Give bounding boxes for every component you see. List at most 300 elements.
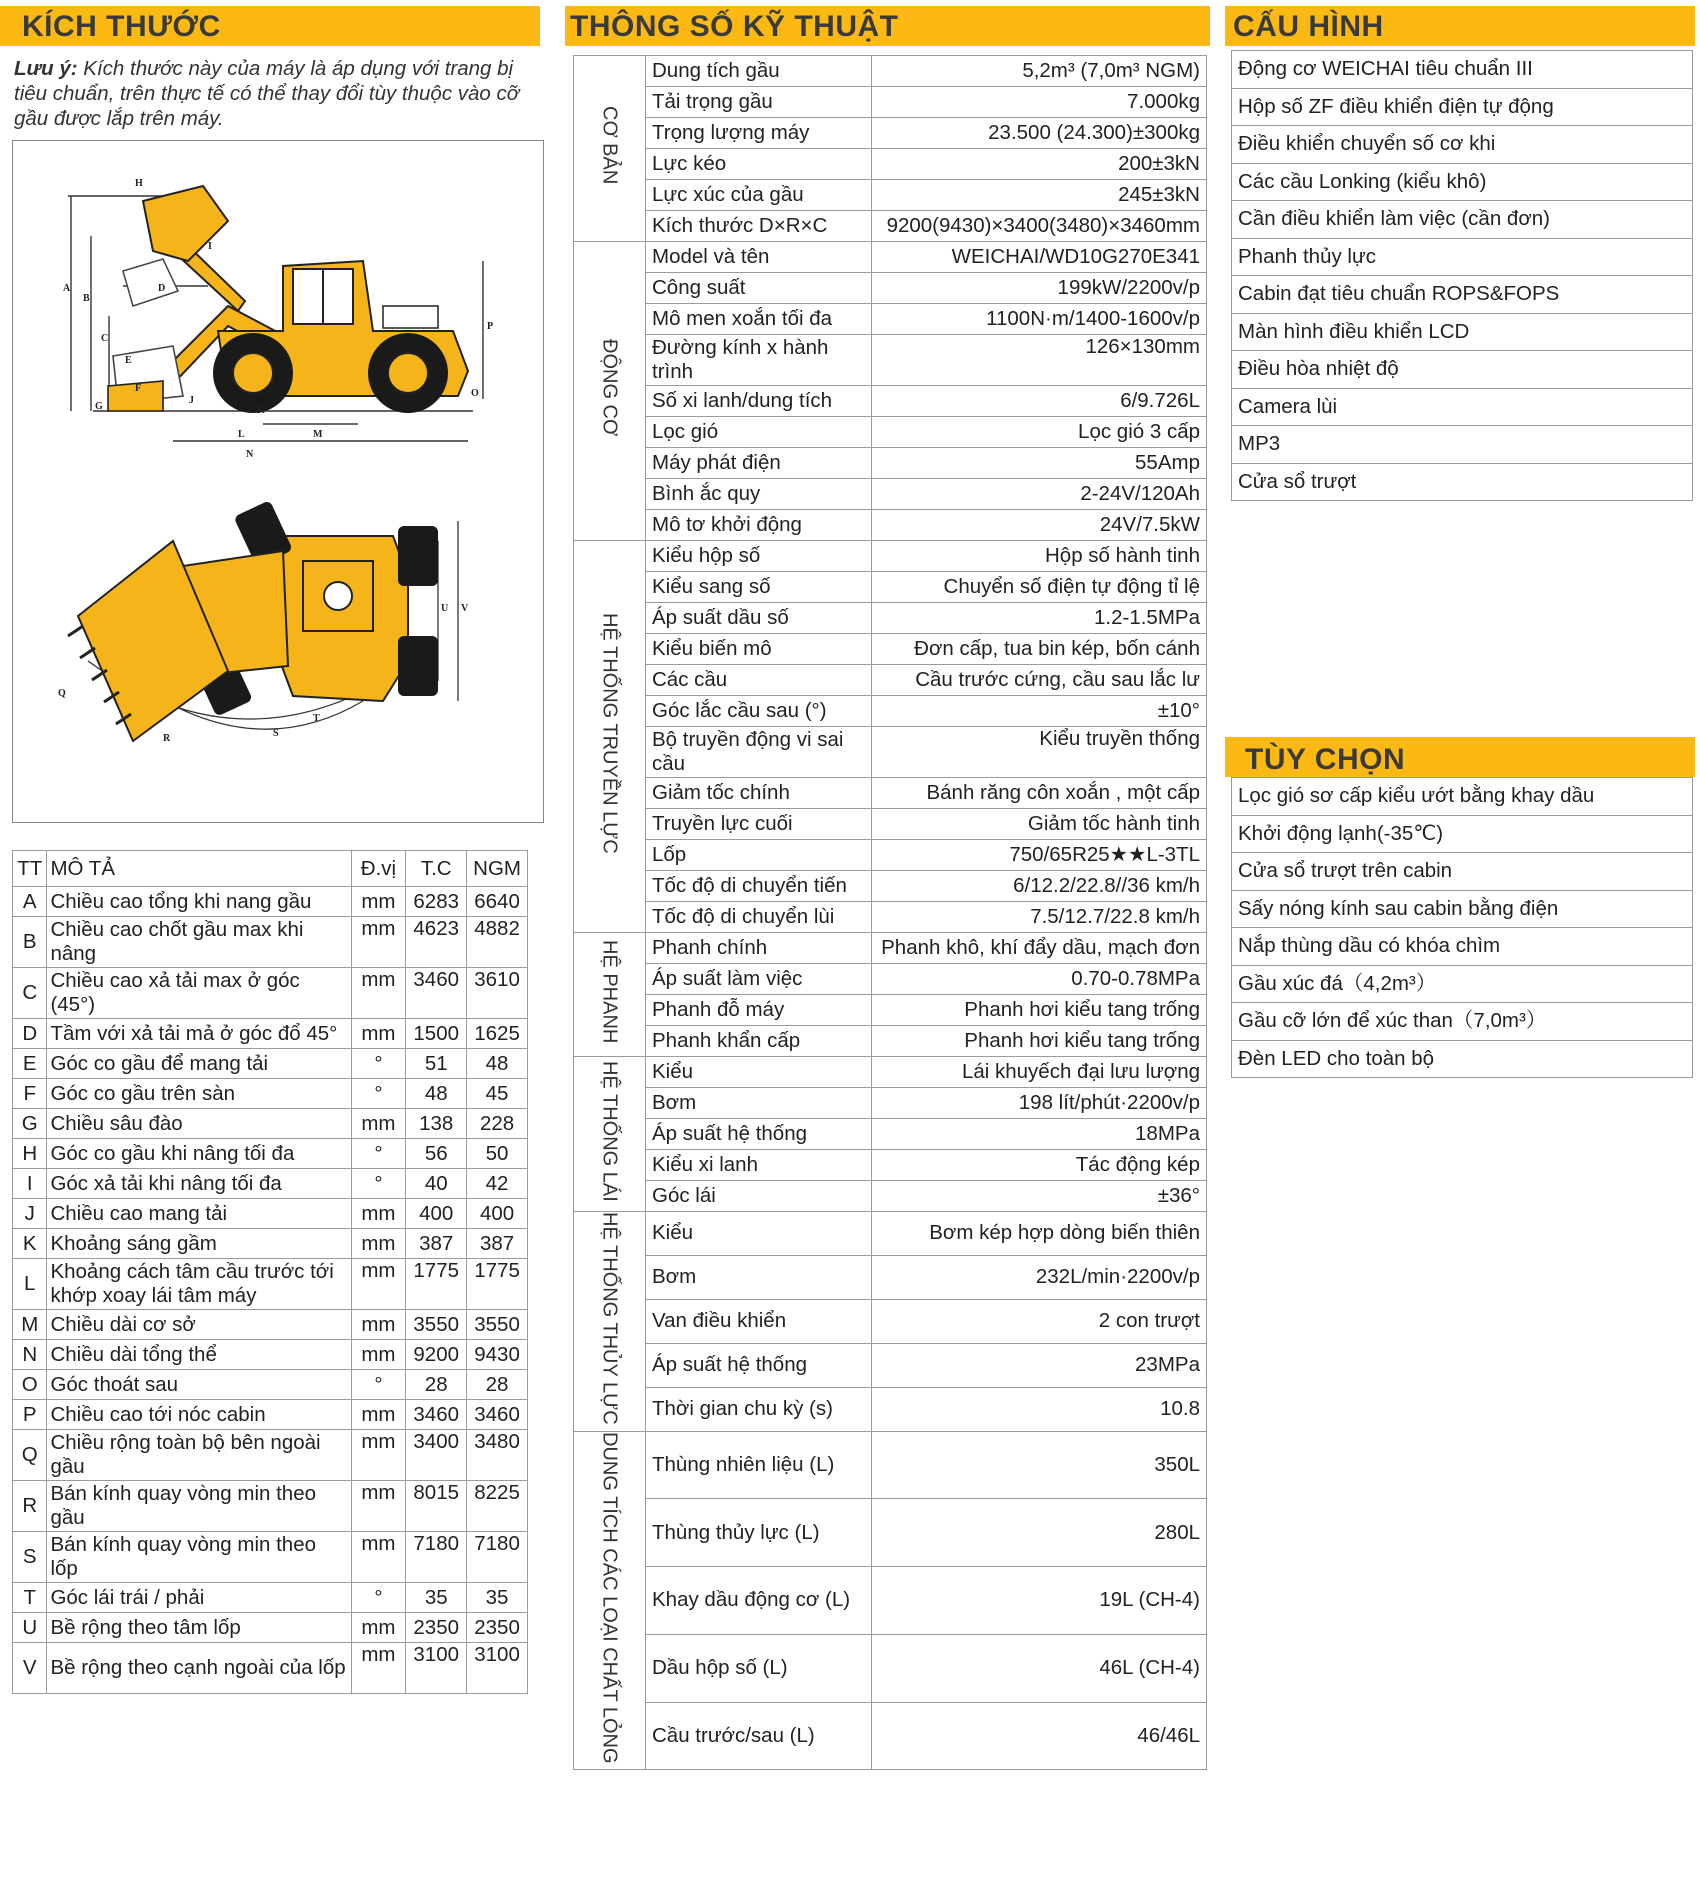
option-item: Lọc gió sơ cấp kiểu ướt bằng khay dầu <box>1232 778 1693 816</box>
dimension-cell-tc: 6283 <box>406 887 467 917</box>
dimension-cell-ngm: 7180 <box>467 1532 528 1583</box>
dim-letter-c: C <box>101 333 109 344</box>
dimension-cell-desc: Tầm với xả tải mả ở góc đổ 45° <box>47 1019 351 1049</box>
dimension-cell-tt: D <box>13 1019 47 1049</box>
spec-value: 350L <box>872 1431 1207 1499</box>
dimension-row <box>13 1643 528 1694</box>
dimension-cell-ngm: 50 <box>467 1139 528 1169</box>
spec-row <box>574 1702 1207 1770</box>
spec-value: Lọc gió 3 cấp <box>872 417 1207 448</box>
dimension-cell-unit: mm <box>351 1340 406 1370</box>
spec-label: Dầu hộp số (L) <box>646 1634 872 1702</box>
dimension-cell-desc: Chiều cao mang tải <box>47 1199 351 1229</box>
config-row <box>1232 276 1693 314</box>
spec-row <box>574 995 1207 1026</box>
dimension-cell-unit: mm <box>351 1481 406 1532</box>
spec-label: Trọng lượng máy <box>646 118 872 149</box>
config-item: Cabin đạt tiêu chuẩn ROPS&FOPS <box>1232 276 1693 314</box>
spec-label: Van điều khiển <box>646 1299 872 1343</box>
spec-label: Phanh chính <box>646 933 872 964</box>
dimension-row <box>13 1370 528 1400</box>
dimension-cell-tt: F <box>13 1079 47 1109</box>
col-header-unit: Đ.vị <box>351 851 406 887</box>
col-header-tc: T.C <box>406 851 467 887</box>
dim-letter-m: M <box>313 429 323 440</box>
spec-label: Lọc gió <box>646 417 872 448</box>
option-item: Khởi động lạnh(-35℃) <box>1232 815 1693 853</box>
spec-label: Máy phát điện <box>646 448 872 479</box>
config-item: Màn hình điều khiển LCD <box>1232 313 1693 351</box>
spec-label: Kích thước D×R×C <box>646 211 872 242</box>
config-table-body <box>1232 51 1693 501</box>
dimension-row <box>13 1229 528 1259</box>
config-row <box>1232 238 1693 276</box>
spec-value: ±36° <box>872 1181 1207 1212</box>
spec-row <box>574 1150 1207 1181</box>
dimension-cell-ngm: 42 <box>467 1169 528 1199</box>
dimension-cell-unit: ° <box>351 1169 406 1199</box>
config-row <box>1232 351 1693 389</box>
note-text: Kích thước này của máy là áp dụng với trang bị tiêu chuẩn, trên thực tế có thể thay đổi tùy thuộc vào cỡ gầu được lắp trên máy. <box>14 57 520 130</box>
dimension-cell-unit: ° <box>351 1370 406 1400</box>
dim-letter-s: S <box>273 728 279 739</box>
dimension-cell-desc: Chiều cao chốt gầu max khi nâng <box>47 917 351 968</box>
spec-row <box>574 180 1207 211</box>
spec-row <box>574 1088 1207 1119</box>
dimension-cell-desc: Khoảng sáng gầm <box>47 1229 351 1259</box>
dim-letter-p: P <box>487 321 494 332</box>
spec-group-label <box>574 56 646 242</box>
spec-value: 9200(9430)×3400(3480)×3460mm <box>872 211 1207 242</box>
dimension-cell-tt: E <box>13 1049 47 1079</box>
dim-letter-k: K <box>257 405 265 416</box>
dimension-cell-desc: Góc co gầu để mang tải <box>47 1049 351 1079</box>
spec-group-name: HỆ PHANH <box>598 939 621 1044</box>
spec-group-name: HỆ THỐNG THỦY LỰC <box>598 1212 621 1425</box>
spec-value: Giảm tốc hành tinh <box>872 809 1207 840</box>
dim-letter-b: B <box>83 293 90 304</box>
spec-label: Tốc độ di chuyển tiến <box>646 871 872 902</box>
dimensions-heading: KÍCH THƯỚC <box>22 10 221 43</box>
config-table <box>1231 50 1693 501</box>
dimension-row <box>13 1430 528 1481</box>
dimension-cell-unit: mm <box>351 1532 406 1583</box>
spec-row <box>574 809 1207 840</box>
spec-row <box>574 1255 1207 1299</box>
dimension-cell-tc: 3460 <box>406 968 467 1019</box>
spec-value: Chuyển số điện tự động tỉ lệ <box>872 572 1207 603</box>
dimension-row <box>13 1481 528 1532</box>
dimension-cell-unit: mm <box>351 1259 406 1310</box>
option-row <box>1232 890 1693 928</box>
dim-letter-q: Q <box>58 688 66 699</box>
dimension-cell-tt: V <box>13 1643 47 1694</box>
spec-row <box>574 1299 1207 1343</box>
spec-group-label <box>574 1212 646 1432</box>
spec-value: ±10° <box>872 696 1207 727</box>
dimension-row <box>13 1019 528 1049</box>
dimension-cell-tc: 2350 <box>406 1613 467 1643</box>
dimension-cell-desc: Chiều cao tới nóc cabin <box>47 1400 351 1430</box>
config-row <box>1232 388 1693 426</box>
dim-letter-v: V <box>461 603 469 614</box>
dimension-cell-desc: Góc xả tải khi nâng tối đa <box>47 1169 351 1199</box>
dimension-cell-ngm: 8225 <box>467 1481 528 1532</box>
spec-value: Lái khuyếch đại lưu lượng <box>872 1057 1207 1088</box>
spec-row <box>574 572 1207 603</box>
dimension-table-body <box>13 851 528 1694</box>
spec-row <box>574 56 1207 87</box>
dimension-cell-tt: T <box>13 1583 47 1613</box>
option-row <box>1232 815 1693 853</box>
spec-row <box>574 510 1207 541</box>
dim-letter-j: J <box>189 395 194 406</box>
option-item: Sấy nóng kính sau cabin bằng điện <box>1232 890 1693 928</box>
dimension-cell-unit: mm <box>351 1310 406 1340</box>
spec-row <box>574 273 1207 304</box>
dimension-cell-unit: mm <box>351 1199 406 1229</box>
spec-value: Cầu trước cứng, cầu sau lắc lư <box>872 665 1207 696</box>
loader-diagram-box <box>12 140 544 823</box>
config-item: Động cơ WEICHAI tiêu chuẩn III <box>1232 51 1693 89</box>
spec-value: 280L <box>872 1499 1207 1567</box>
spec-value: Bơm kép hợp dòng biến thiên <box>872 1212 1207 1256</box>
spec-label: Mô tơ khởi động <box>646 510 872 541</box>
spec-label: Góc lắc cầu sau (°) <box>646 696 872 727</box>
dimension-row <box>13 1109 528 1139</box>
spec-value: 46L (CH-4) <box>872 1634 1207 1702</box>
dimension-cell-unit: ° <box>351 1139 406 1169</box>
dimension-cell-desc: Bề rộng theo cạnh ngoài của lốp <box>47 1643 351 1694</box>
dimension-cell-tc: 28 <box>406 1370 467 1400</box>
dimension-cell-ngm: 45 <box>467 1079 528 1109</box>
spec-value: 245±3kN <box>872 180 1207 211</box>
spec-row <box>574 149 1207 180</box>
spec-label: Góc lái <box>646 1181 872 1212</box>
dimension-cell-unit: ° <box>351 1049 406 1079</box>
dimension-cell-unit: mm <box>351 1613 406 1643</box>
dimension-cell-tt: H <box>13 1139 47 1169</box>
dimension-cell-desc: Góc co gầu khi nâng tối đa <box>47 1139 351 1169</box>
dimension-cell-unit: mm <box>351 1229 406 1259</box>
dimension-cell-tc: 3100 <box>406 1643 467 1694</box>
spec-row <box>574 933 1207 964</box>
spec-label: Kiểu sang số <box>646 572 872 603</box>
spec-group-name: HỆ THỐNG TRUYỀN LỰC <box>598 613 621 854</box>
config-row <box>1232 463 1693 501</box>
config-row <box>1232 126 1693 164</box>
spec-row <box>574 1343 1207 1387</box>
spec-value: 2-24V/120Ah <box>872 479 1207 510</box>
dimension-cell-tt: K <box>13 1229 47 1259</box>
spec-row <box>574 541 1207 572</box>
config-item: Camera lùi <box>1232 388 1693 426</box>
dimension-cell-tc: 3400 <box>406 1430 467 1481</box>
dimension-row <box>13 1400 528 1430</box>
spec-value: 1.2-1.5MPa <box>872 603 1207 634</box>
dimension-cell-tc: 7180 <box>406 1532 467 1583</box>
spec-value: 750/65R25★★L-3TL <box>872 840 1207 871</box>
dim-letter-r: R <box>163 733 171 744</box>
spec-label: Thùng nhiên liệu (L) <box>646 1431 872 1499</box>
spec-value: 19L (CH-4) <box>872 1567 1207 1635</box>
spec-value: Phanh hơi kiểu tang trống <box>872 1026 1207 1057</box>
dimension-cell-tt: N <box>13 1340 47 1370</box>
dimension-cell-ngm: 1625 <box>467 1019 528 1049</box>
dimension-cell-tt: J <box>13 1199 47 1229</box>
dimension-cell-desc: Góc co gầu trên sàn <box>47 1079 351 1109</box>
dimension-cell-desc: Bán kính quay vòng min theo gầu <box>47 1481 351 1532</box>
option-row <box>1232 1040 1693 1078</box>
config-item: Cần điều khiển làm việc (cần đơn) <box>1232 201 1693 239</box>
dimension-cell-tc: 1500 <box>406 1019 467 1049</box>
dimension-cell-desc: Bề rộng theo tâm lốp <box>47 1613 351 1643</box>
spec-label: Áp suất hệ thống <box>646 1119 872 1150</box>
spec-label: Bơm <box>646 1255 872 1299</box>
dimension-cell-ngm: 35 <box>467 1583 528 1613</box>
dimension-cell-desc: Bán kính quay vòng min theo lốp <box>47 1532 351 1583</box>
dimension-cell-tt: G <box>13 1109 47 1139</box>
config-row <box>1232 201 1693 239</box>
dimension-cell-ngm: 48 <box>467 1049 528 1079</box>
spec-label: Kiểu biến mô <box>646 634 872 665</box>
dimension-row <box>13 1199 528 1229</box>
spec-row <box>574 1634 1207 1702</box>
dimension-note <box>14 56 544 131</box>
spec-label: Mô men xoắn tối đa <box>646 304 872 335</box>
spec-value: Phanh hơi kiểu tang trống <box>872 995 1207 1026</box>
spec-row <box>574 1181 1207 1212</box>
spec-value: WEICHAI/WD10G270E341 <box>872 242 1207 273</box>
dimension-table <box>12 850 528 1694</box>
spec-group-label <box>574 933 646 1057</box>
dimension-cell-ngm: 3610 <box>467 968 528 1019</box>
col-header-desc: MÔ TẢ <box>47 851 351 887</box>
dimension-cell-desc: Góc thoát sau <box>47 1370 351 1400</box>
dimension-cell-ngm: 6640 <box>467 887 528 917</box>
option-item: Đèn LED cho toàn bộ <box>1232 1040 1693 1078</box>
dim-letter-h: H <box>135 178 143 189</box>
spec-label: Đường kính x hành trình <box>646 335 872 386</box>
spec-group-name: HỆ THỐNG LÁI <box>598 1060 621 1202</box>
spec-row <box>574 1499 1207 1567</box>
dimension-cell-ngm: 2350 <box>467 1613 528 1643</box>
spec-row <box>574 118 1207 149</box>
spec-value: 23MPa <box>872 1343 1207 1387</box>
dimension-cell-desc: Chiều cao xả tải max ở góc (45°) <box>47 968 351 1019</box>
dimension-cell-unit: mm <box>351 1109 406 1139</box>
option-row <box>1232 778 1693 816</box>
spec-group-label <box>574 541 646 933</box>
dimension-row <box>13 1583 528 1613</box>
spec-row <box>574 665 1207 696</box>
dimension-cell-ngm: 1775 <box>467 1259 528 1310</box>
dimension-row <box>13 1613 528 1643</box>
dimension-cell-unit: ° <box>351 1583 406 1613</box>
dimension-cell-tc: 387 <box>406 1229 467 1259</box>
dimension-cell-tc: 40 <box>406 1169 467 1199</box>
spec-row <box>574 902 1207 933</box>
spec-table-body <box>574 56 1207 1770</box>
dimension-row <box>13 887 528 917</box>
dimension-cell-ngm: 4882 <box>467 917 528 968</box>
config-row <box>1232 426 1693 464</box>
dimension-cell-tt: S <box>13 1532 47 1583</box>
dimension-cell-tc: 8015 <box>406 1481 467 1532</box>
spec-value: 55Amp <box>872 448 1207 479</box>
dimension-cell-tc: 35 <box>406 1583 467 1613</box>
spec-row <box>574 1431 1207 1499</box>
config-item: Điều khiển chuyển số cơ khi <box>1232 126 1693 164</box>
dimension-cell-ngm: 228 <box>467 1109 528 1139</box>
dim-letter-u: U <box>441 603 449 614</box>
dimension-cell-unit: mm <box>351 887 406 917</box>
spec-label: Các cầu <box>646 665 872 696</box>
dim-letter-t: T <box>313 713 320 724</box>
config-item: Điều hòa nhiệt độ <box>1232 351 1693 389</box>
dimension-row <box>13 1169 528 1199</box>
dimension-row <box>13 917 528 968</box>
dimension-cell-tc: 3460 <box>406 1400 467 1430</box>
spec-label: Lực kéo <box>646 149 872 180</box>
spec-label: Giảm tốc chính <box>646 778 872 809</box>
spec-row <box>574 634 1207 665</box>
spec-label: Tải trọng gầu <box>646 87 872 118</box>
spec-label: Kiểu xi lanh <box>646 1150 872 1181</box>
dimension-cell-tt: U <box>13 1613 47 1643</box>
spec-row <box>574 696 1207 727</box>
spec-row <box>574 1212 1207 1256</box>
spec-group-label <box>574 1057 646 1212</box>
dim-letter-g: G <box>95 401 103 412</box>
spec-label: Kiểu <box>646 1212 872 1256</box>
dimension-cell-desc: Chiều rộng toàn bộ bên ngoài gầu <box>47 1430 351 1481</box>
spec-row <box>574 1026 1207 1057</box>
option-item: Gầu cỡ lớn để xúc than（7,0m³） <box>1232 1003 1693 1041</box>
spec-label: Tốc độ di chuyển lùi <box>646 902 872 933</box>
option-row <box>1232 1003 1693 1041</box>
dimension-row <box>13 968 528 1019</box>
dimension-cell-tt: Q <box>13 1430 47 1481</box>
dimension-cell-ngm: 9430 <box>467 1340 528 1370</box>
dimension-cell-unit: mm <box>351 917 406 968</box>
dim-letter-d: D <box>158 283 166 294</box>
config-row <box>1232 51 1693 89</box>
spec-value: 200±3kN <box>872 149 1207 180</box>
spec-label: Lực xúc của gầu <box>646 180 872 211</box>
dimension-row <box>13 1049 528 1079</box>
dimension-cell-tt: C <box>13 968 47 1019</box>
specs-heading: THÔNG SỐ KỸ THUẬT <box>570 10 899 43</box>
spec-row <box>574 417 1207 448</box>
spec-label: Áp suất làm việc <box>646 964 872 995</box>
spec-label: Phanh khẩn cấp <box>646 1026 872 1057</box>
dimension-cell-tt: P <box>13 1400 47 1430</box>
dimension-cell-desc: Khoảng cách tâm cầu trước tới khớp xoay lái tâm máy <box>47 1259 351 1310</box>
spec-label: Khay dầu động cơ (L) <box>646 1567 872 1635</box>
col-header-ngm: NGM <box>467 851 528 887</box>
dimension-cell-ngm: 3100 <box>467 1643 528 1694</box>
spec-group-name: DUNG TÍCH CÁC LOẠI CHẤT LỎNG <box>598 1431 621 1764</box>
config-item: Hộp số ZF điều khiển điện tự động <box>1232 88 1693 126</box>
dimension-cell-tt: A <box>13 887 47 917</box>
dimension-cell-tt: L <box>13 1259 47 1310</box>
option-row <box>1232 965 1693 1003</box>
spec-label: Áp suất dầu số <box>646 603 872 634</box>
spec-value: 6/9.726L <box>872 386 1207 417</box>
dimension-cell-unit: mm <box>351 1430 406 1481</box>
spec-value: 232L/min·2200v/p <box>872 1255 1207 1299</box>
dim-letter-n: N <box>246 449 254 460</box>
spec-label: Truyền lực cuối <box>646 809 872 840</box>
dimension-row <box>13 1079 528 1109</box>
dim-letter-e: E <box>125 355 132 366</box>
spec-group-name: ĐỘNG CƠ <box>598 339 621 437</box>
config-row <box>1232 313 1693 351</box>
spec-label: Kiểu <box>646 1057 872 1088</box>
config-item: Phanh thủy lực <box>1232 238 1693 276</box>
spec-value: 1100N·m/1400-1600v/p <box>872 304 1207 335</box>
dimension-cell-tt: I <box>13 1169 47 1199</box>
spec-row <box>574 479 1207 510</box>
spec-row <box>574 242 1207 273</box>
dim-letter-l: L <box>238 429 245 440</box>
spec-value: 7.000kg <box>872 87 1207 118</box>
spec-label: Bình ắc quy <box>646 479 872 510</box>
dimension-cell-tc: 138 <box>406 1109 467 1139</box>
spec-value: 18MPa <box>872 1119 1207 1150</box>
dimension-cell-tt: R <box>13 1481 47 1532</box>
config-item: MP3 <box>1232 426 1693 464</box>
dimension-cell-tt: B <box>13 917 47 968</box>
dimension-cell-desc: Chiều dài cơ sở <box>47 1310 351 1340</box>
dimension-cell-tt: M <box>13 1310 47 1340</box>
dimension-cell-tc: 1775 <box>406 1259 467 1310</box>
spec-label: Kiểu hộp số <box>646 541 872 572</box>
dimension-cell-tc: 4623 <box>406 917 467 968</box>
note-label: Lưu ý: <box>14 57 78 80</box>
spec-value: 2 con trượt <box>872 1299 1207 1343</box>
spec-value: 23.500 (24.300)±300kg <box>872 118 1207 149</box>
dimension-cell-ngm: 28 <box>467 1370 528 1400</box>
spec-label: Bộ truyền động vi sai cầu <box>646 727 872 778</box>
dimension-cell-unit: mm <box>351 968 406 1019</box>
spec-label: Phanh đỗ máy <box>646 995 872 1026</box>
col-header-tt: TT <box>13 851 47 887</box>
dimension-row <box>13 1532 528 1583</box>
spec-label: Áp suất hệ thống <box>646 1343 872 1387</box>
option-item: Cửa sổ trượt trên cabin <box>1232 853 1693 891</box>
config-row <box>1232 163 1693 201</box>
dimension-cell-tc: 56 <box>406 1139 467 1169</box>
spec-group-name: CƠ BẢN <box>598 106 621 185</box>
config-heading: CẤU HÌNH <box>1233 10 1384 43</box>
dimension-cell-tc: 48 <box>406 1079 467 1109</box>
spec-row <box>574 1387 1207 1431</box>
dimension-cell-tc: 3550 <box>406 1310 467 1340</box>
config-row <box>1232 88 1693 126</box>
dimension-cell-desc: Chiều cao tổng khi nang gầu <box>47 887 351 917</box>
spec-row <box>574 335 1207 386</box>
spec-label: Model và tên <box>646 242 872 273</box>
spec-row <box>574 871 1207 902</box>
option-item: Gầu xúc đá（4,2m³） <box>1232 965 1693 1003</box>
spec-row <box>574 87 1207 118</box>
spec-value: 24V/7.5kW <box>872 510 1207 541</box>
spec-value: 0.70-0.78MPa <box>872 964 1207 995</box>
spec-label: Dung tích gầu <box>646 56 872 87</box>
spec-table <box>573 55 1207 1770</box>
